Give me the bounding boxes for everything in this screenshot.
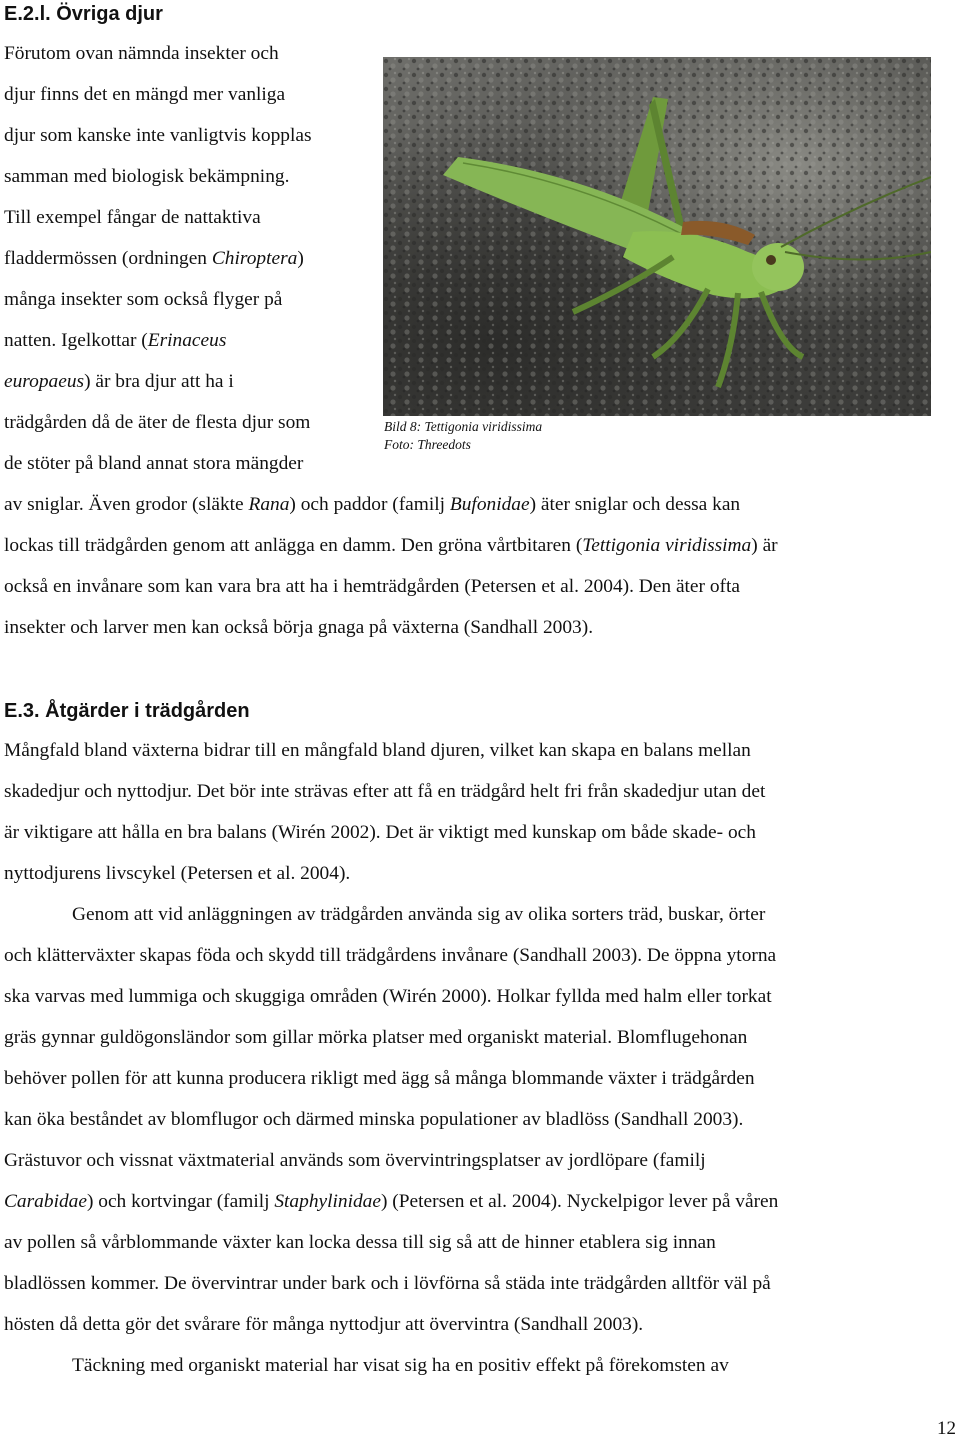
text-segment: bladlössen kommer. De övervintrar under bark och i lövförna så städa inte trädgården alltför väl på	[4, 1273, 771, 1294]
text-segment: ) är bra djur att ha i	[84, 371, 234, 392]
text-segment: de stöter på bland annat stora mängder	[4, 453, 304, 474]
text-segment: trädgården då de äter de flesta djur som	[4, 412, 311, 433]
text-segment: ) och kortvingar (familj	[86, 1191, 275, 1212]
text-line	[4, 607, 952, 648]
text-line	[4, 74, 380, 115]
text-segment: ska varvas med lummiga och skuggiga områden (Wirén 2000). Holkar fyllda med halm eller torkat	[4, 986, 772, 1007]
text-segment: lockas till trädgården genom att anlägga en damm. Den gröna vårtbitaren (	[4, 535, 583, 556]
text-segment: är viktigare att hålla en bra balans (Wirén 2002). Det är viktigt med kunskap om både skade- och	[4, 822, 756, 843]
text-segment: natten. Igelkottar (	[4, 330, 148, 351]
text-segment: samman med biologisk bekämpning.	[4, 166, 290, 187]
text-line	[4, 1017, 952, 1058]
text-segment: Genom att vid anläggningen av trädgården använda sig av olika sorters träd, buskar, örter	[72, 904, 766, 925]
text-segment: Förutom ovan nämnda insekter och	[4, 43, 279, 64]
grasshopper-illustration	[383, 57, 931, 416]
text-segment: djur finns det en mängd mer vanliga	[4, 84, 286, 105]
italic-term: europaeus	[4, 371, 85, 392]
section-heading-ovriga-djur: E.2.l. Övriga djur	[4, 3, 163, 25]
italic-term: Carabidae	[4, 1191, 87, 1212]
paragraph-ovriga-djur-continued	[4, 484, 952, 648]
text-line	[4, 1140, 952, 1181]
text-line	[4, 361, 380, 402]
text-segment: Grästuvor och vissnat växtmaterial används som övervintringsplatser av jordlöpare (familj	[4, 1150, 706, 1171]
text-line	[4, 1222, 952, 1263]
text-line	[4, 1304, 952, 1345]
italic-term: Bufonidae	[449, 494, 530, 515]
text-segment: )	[297, 248, 304, 269]
text-line	[4, 566, 952, 607]
page-number: 12	[937, 1418, 956, 1439]
section-heading-atgarder: E.3. Åtgärder i trädgården	[4, 700, 250, 722]
text-segment: ) (Petersen et al. 2004). Nyckelpigor lever på våren	[380, 1191, 779, 1212]
text-line	[4, 1263, 952, 1304]
text-line	[4, 279, 380, 320]
text-line	[4, 115, 380, 156]
text-segment: insekter och larver men kan också börja gnaga på växterna (Sandhall 2003).	[4, 617, 594, 638]
text-line	[4, 443, 380, 484]
text-line	[4, 1099, 952, 1140]
figure-photo-credit: Foto: Threedots	[384, 437, 471, 452]
text-segment: många insekter som också flyger på	[4, 289, 283, 310]
text-line	[4, 1181, 952, 1222]
text-segment: fladdermössen (ordningen	[4, 248, 212, 269]
text-line	[4, 853, 952, 894]
text-segment: ) är	[751, 535, 778, 556]
italic-term: Chiroptera	[211, 248, 298, 269]
figure-caption: Bild 8: Tettigonia viridissima	[384, 419, 543, 434]
italic-term: Staphylinidae	[274, 1191, 381, 1212]
text-line	[4, 484, 952, 525]
text-segment: Mångfald bland växterna bidrar till en mångfald bland djuren, vilket kan skapa en balans mellan	[4, 740, 751, 761]
italic-term: Rana	[248, 494, 290, 515]
text-segment: kan öka beståndet av blomflugor och därmed minska populationer av bladlöss (Sandhall 2003).	[4, 1109, 744, 1130]
text-segment: ) och paddor (familj	[289, 494, 450, 515]
text-segment: nyttodjurens livscykel (Petersen et al. 2004).	[4, 863, 351, 884]
text-segment: skadedjur och nyttodjur. Det bör inte strävas efter att få en trädgård helt fri från skadedjur utan det	[4, 781, 766, 802]
text-segment: hösten då detta gör det svårare för många nyttodjur att övervintra (Sandhall 2003).	[4, 1314, 644, 1335]
text-line	[4, 156, 380, 197]
text-segment: av sniglar. Även grodor (släkte	[4, 494, 249, 515]
text-line	[4, 812, 952, 853]
text-segment: djur som kanske inte vanligtvis kopplas	[4, 125, 312, 146]
text-line	[4, 1058, 952, 1099]
figure-photo-green-bush-cricket	[383, 57, 931, 416]
text-segment: behöver pollen för att kunna producera rikligt med ägg så många blommande växter i trädgården	[4, 1068, 755, 1089]
text-line	[4, 730, 952, 771]
text-line	[4, 320, 380, 361]
italic-term: Erinaceus	[147, 330, 227, 351]
text-line	[4, 197, 380, 238]
text-segment: Täckning med organiskt material har visat sig ha en positiv effekt på förekomsten av	[72, 1355, 729, 1376]
text-line	[4, 1345, 952, 1386]
text-line	[4, 935, 952, 976]
text-line	[4, 525, 952, 566]
text-line	[4, 894, 952, 935]
text-segment: ) äter sniglar och dessa kan	[529, 494, 741, 515]
text-segment: gräs gynnar guldögonsländor som gillar mörka platser med organiskt material. Blomflugehonan	[4, 1027, 748, 1048]
text-line	[4, 33, 380, 74]
paragraph-atgarder	[4, 730, 952, 1386]
text-segment: och klätterväxter skapas föda och skydd till trädgårdens invånare (Sandhall 2003). De öppna ytorna	[4, 945, 777, 966]
italic-term: Tettigonia viridissima	[582, 535, 752, 556]
text-line	[4, 976, 952, 1017]
text-segment: av pollen så vårblommande växter kan locka dessa till sig så att de hinner etablera sig innan	[4, 1232, 716, 1253]
text-segment: Till exempel fångar de nattaktiva	[4, 207, 261, 228]
text-line	[4, 238, 380, 279]
intro-column-paragraph	[4, 33, 380, 484]
text-segment: också en invånare som kan vara bra att ha i hemträdgården (Petersen et al. 2004). Den äter ofta	[4, 576, 740, 597]
text-line	[4, 771, 952, 812]
text-line	[4, 402, 380, 443]
